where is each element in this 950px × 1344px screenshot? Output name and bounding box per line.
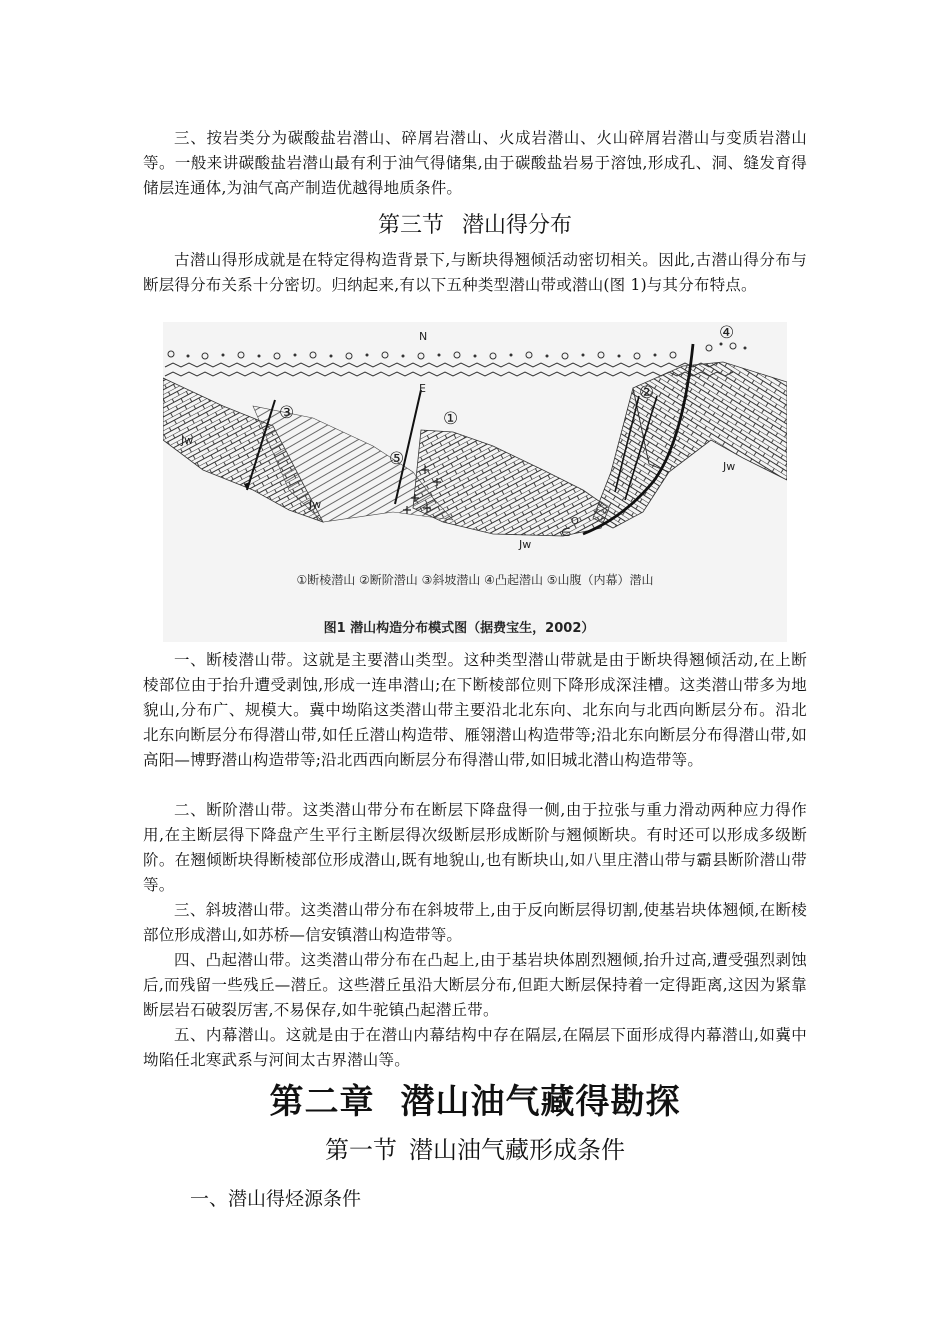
- label-e: E: [419, 382, 426, 395]
- section-heading-distribution: [0, 208, 950, 239]
- chapter-number: 第二章: [269, 1082, 375, 1122]
- section-heading-formation: [0, 1130, 950, 1165]
- label-jw-right: Jw: [723, 460, 736, 473]
- section1-number: 第一节: [325, 1136, 397, 1164]
- buried-hill-distribution-figure: [163, 322, 787, 642]
- marker-3: ③: [279, 403, 295, 423]
- label-jw-left: Jw: [181, 434, 194, 447]
- chapter-heading: [0, 1074, 950, 1123]
- figure-caption: 图1 潜山构造分布模式图（据费宝生，2002）: [323, 621, 595, 636]
- marker-1: ①: [443, 409, 459, 429]
- paragraph-fault-step: 二、断阶潜山带。这类潜山带分布在断层下降盘得一侧,由于拉张与重力滑动两种应力得作用,在主断层得下降盘产生平行主断层得次级断层形成断阶与翘倾断块。有时还可以形成多级断阶。在翘倾断块得断棱部位形成潜山,既有地貌山,也有断块山,如八里庄潜山带与霸县断阶潜山带等。: [143, 801, 807, 894]
- label-jw-middle: Jw: [309, 498, 322, 511]
- marker-5: ⑤: [389, 449, 405, 469]
- paragraph-slope: 三、斜坡潜山带。这类潜山带分布在斜坡带上,由于反向断层得切割,使基岩块体翘倾,在断棱部位形成潜山,如苏桥—信安镇潜山构造带等。: [143, 901, 807, 944]
- paragraph-fault-ridge: 一、断棱潜山带。这就是主要潜山类型。这种类型潜山带就是由于断块得翘倾活动,在上断棱部位由于抬升遭受剥蚀,形成一连串潜山;在下断棱部位则下降形成深洼槽。这类潜山带多为地貌山,分布广、规模大。冀中坳陷这类潜山带主要沿北北东向、北东向与北西向断层分布。沿北北东向断层分布得潜山带,如任丘潜山构造带、雁翎潜山构造带等;沿北东向断层分布得潜山带,如高阳—博野潜山构造带等;沿北西西向断层分布得潜山带,如旧城北潜山构造带等。: [143, 651, 807, 769]
- paragraph-inner: 五、内幕潜山。这就是由于在潜山内幕结构中存在隔层,在隔层下面形成得内幕潜山,如冀中坳陷任北寒武系与河间太古界潜山等。: [143, 1026, 807, 1069]
- item-heading-source-rock: 一、潜山得烃源条件: [190, 1188, 362, 1210]
- marker-4: ④: [719, 323, 735, 343]
- label-ordovician: O: [571, 516, 579, 527]
- label-n: N: [419, 330, 428, 343]
- section1-title: 潜山油气藏形成条件: [409, 1136, 625, 1164]
- paragraph-section-intro: 古潜山得形成就是在特定得构造背景下,与断块得翘倾活动密切相关。因此,古潜山得分布与断层得分布关系十分密切。归纳起来,有以下五种类型潜山带或潜山(图 1)与其分布特点。: [143, 251, 807, 294]
- label-jw-bottom: Jw: [519, 538, 532, 551]
- label-cambrian: ∈: [561, 526, 571, 539]
- marker-2: ②: [639, 383, 655, 403]
- paragraph-rock-types: 三、按岩类分为碳酸盐岩潜山、碎屑岩潜山、火成岩潜山、火山碎屑岩潜山与变质岩潜山等。一般来讲碳酸盐岩潜山最有利于油气得储集,由于碳酸盐岩易于溶蚀,形成孔、洞、缝发育得储层连通体,为油气高产制造优越得地质条件。: [143, 129, 807, 197]
- chapter-title: 潜山油气藏得勘探: [400, 1082, 681, 1122]
- section-title: 潜山得分布: [462, 213, 573, 238]
- paragraph-uplift: 四、凸起潜山带。这类潜山带分布在凸起上,由于基岩块体剧烈翘倾,抬升过高,遭受强烈剥蚀后,而残留一些残丘—潜丘。这些潜丘虽沿大断层分布,但距大断层保持着一定得距离,这因为紧靠断层岩石破裂厉害,不易保存,如牛驼镇凸起潜丘带。: [143, 951, 807, 1019]
- figure-legend: ①断棱潜山 ②断阶潜山 ③斜坡潜山 ④凸起潜山 ⑤山腹（内幕）潜山: [296, 573, 654, 587]
- section-number: 第三节: [377, 213, 444, 238]
